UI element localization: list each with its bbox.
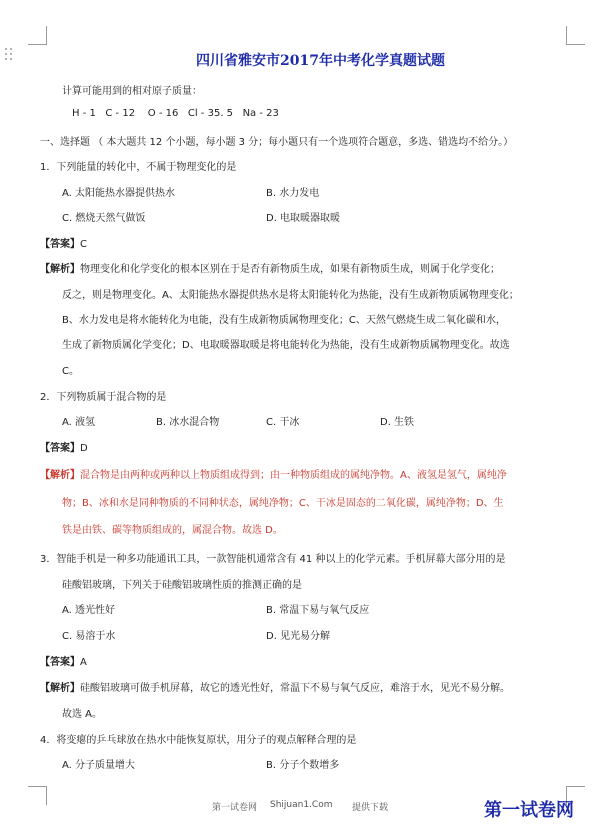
q1-analysis-line-5: C。 (62, 366, 79, 377)
footer-left: 第一试卷网 (212, 803, 258, 813)
q2-stem: 2．下列物质属于混合物的是 (40, 392, 167, 403)
crop-mark-top-right (566, 26, 585, 45)
analysis-tag: 【解析】 (40, 470, 80, 481)
q1-option-d: D. 电取暖器取暖 (266, 213, 341, 224)
answer-value: D (80, 443, 88, 454)
q3-option-b: B. 常温下易与氧气反应 (266, 605, 370, 616)
analysis-text: 硅酸铝玻璃可做手机屏幕，故它的透光性好，常温下不易与氧气反应，难溶于水，见光不易分解。 (80, 683, 510, 694)
analysis-text: 混合物是由两种或两种以上物质组成得到；由一种物质组成的属纯净物。A、液氢是氢气，属纯净 (80, 470, 507, 481)
section-heading: 一、选择题 （ 本大题共 12 个小题，每小题 3 分；每小题只有一个选项符合题意，多选、错选均不给分。） (40, 137, 514, 148)
analysis-tag: 【解析】 (40, 683, 80, 694)
q3-option-c: C. 易溶于水 (62, 631, 116, 642)
q3-option-a: A. 透光性好 (62, 605, 116, 616)
q2-option-d: D. 生铁 (380, 417, 415, 428)
analysis-text: 物理变化和化学变化的根本区别在于是否有新物质生成，如果有新物质生成，则属于化学变化； (80, 264, 500, 275)
q4-option-a: A. 分子质量增大 (62, 760, 136, 771)
crop-mark-top-left (28, 26, 47, 45)
q1-option-c: C. 燃烧天然气做饭 (62, 213, 146, 224)
page-title: 四川省雅安市2017年中考化学真题试题 (196, 53, 445, 69)
q2-option-b: B. 冰水混合物 (156, 417, 220, 428)
q4-option-b: B. 分子个数增多 (266, 760, 340, 771)
q2-analysis-line-2: 物；B、冰和水是同种物质的不同种状态，属纯净物；C、干冰是固态的二氧化碳，属纯净物；D、生 (62, 498, 504, 509)
q2-option-a: A. 液氢 (62, 417, 96, 428)
q3-answer (40, 653, 87, 668)
intro-text: 计算可能用到的相对原子质量： (62, 86, 202, 97)
q3-stem-line-1: 3．智能手机是一种多功能通讯工具，一款智能机通常含有 41 种以上的化学元素。手机屏幕大部分用的是 (40, 554, 506, 565)
q3-stem-line-2: 硅酸铝玻璃，下列关于硅酸铝玻璃性质的推测正确的是 (62, 580, 302, 591)
q2-analysis-line-3: 铁是由铁、碳等物质组成的，属混合物。故选 D。 (62, 525, 283, 536)
q1-analysis-line-4: 生成了新物质属化学变化；D、电取暖器取暖是将电能转化为热能，没有生成新物质属物理变化。故选 (62, 340, 510, 351)
analysis-tag: 【解析】 (40, 264, 80, 275)
q4-stem: 4．将变瘪的乒乓球放在热水中能恢复原状，用分子的观点解释合理的是 (40, 735, 357, 746)
footer-site[interactable]: Shijuan1.Com (270, 800, 333, 810)
q1-analysis-line-1 (40, 260, 500, 275)
atomic-masses: H - 1 C - 12 O - 16 Cl - 35. 5 Na - 23 (72, 108, 279, 119)
q2-option-c: C. 干冰 (266, 417, 300, 428)
q3-analysis-line-2: 故选 A。 (62, 709, 103, 720)
brand-logo: 第一试卷网 (484, 800, 574, 821)
q1-answer (40, 235, 87, 250)
q1-analysis-line-2: 反之，则是物理变化。A、太阳能热水器提供热水是将太阳能转化为热能，没有生成新物质属物理变化； (62, 290, 519, 301)
q1-option-b: B. 水力发电 (266, 188, 320, 199)
q2-analysis-line-1 (40, 466, 507, 481)
q1-analysis-line-3: B、水力发电是将水能转化为电能，没有生成新物质属物理变化；C、天然气燃烧生成二氧化碳和水， (62, 315, 506, 326)
footer-right: 提供下载 (352, 803, 389, 813)
answer-value: A (80, 657, 87, 668)
q3-analysis-line-1 (40, 679, 510, 694)
crop-mark-bottom-left (28, 786, 47, 805)
q2-answer (40, 439, 88, 454)
q1-option-a: A. 太阳能热水器提供热水 (62, 188, 176, 199)
drag-handle-icon[interactable] (5, 48, 15, 64)
answer-tag: 【答案】 (40, 239, 80, 250)
answer-tag: 【答案】 (40, 443, 80, 454)
q3-option-d: D. 见光易分解 (266, 631, 331, 642)
answer-value: C (80, 239, 87, 250)
q1-stem: 1．下列能量的转化中，不属于物理变化的是 (40, 162, 237, 173)
answer-tag: 【答案】 (40, 657, 80, 668)
